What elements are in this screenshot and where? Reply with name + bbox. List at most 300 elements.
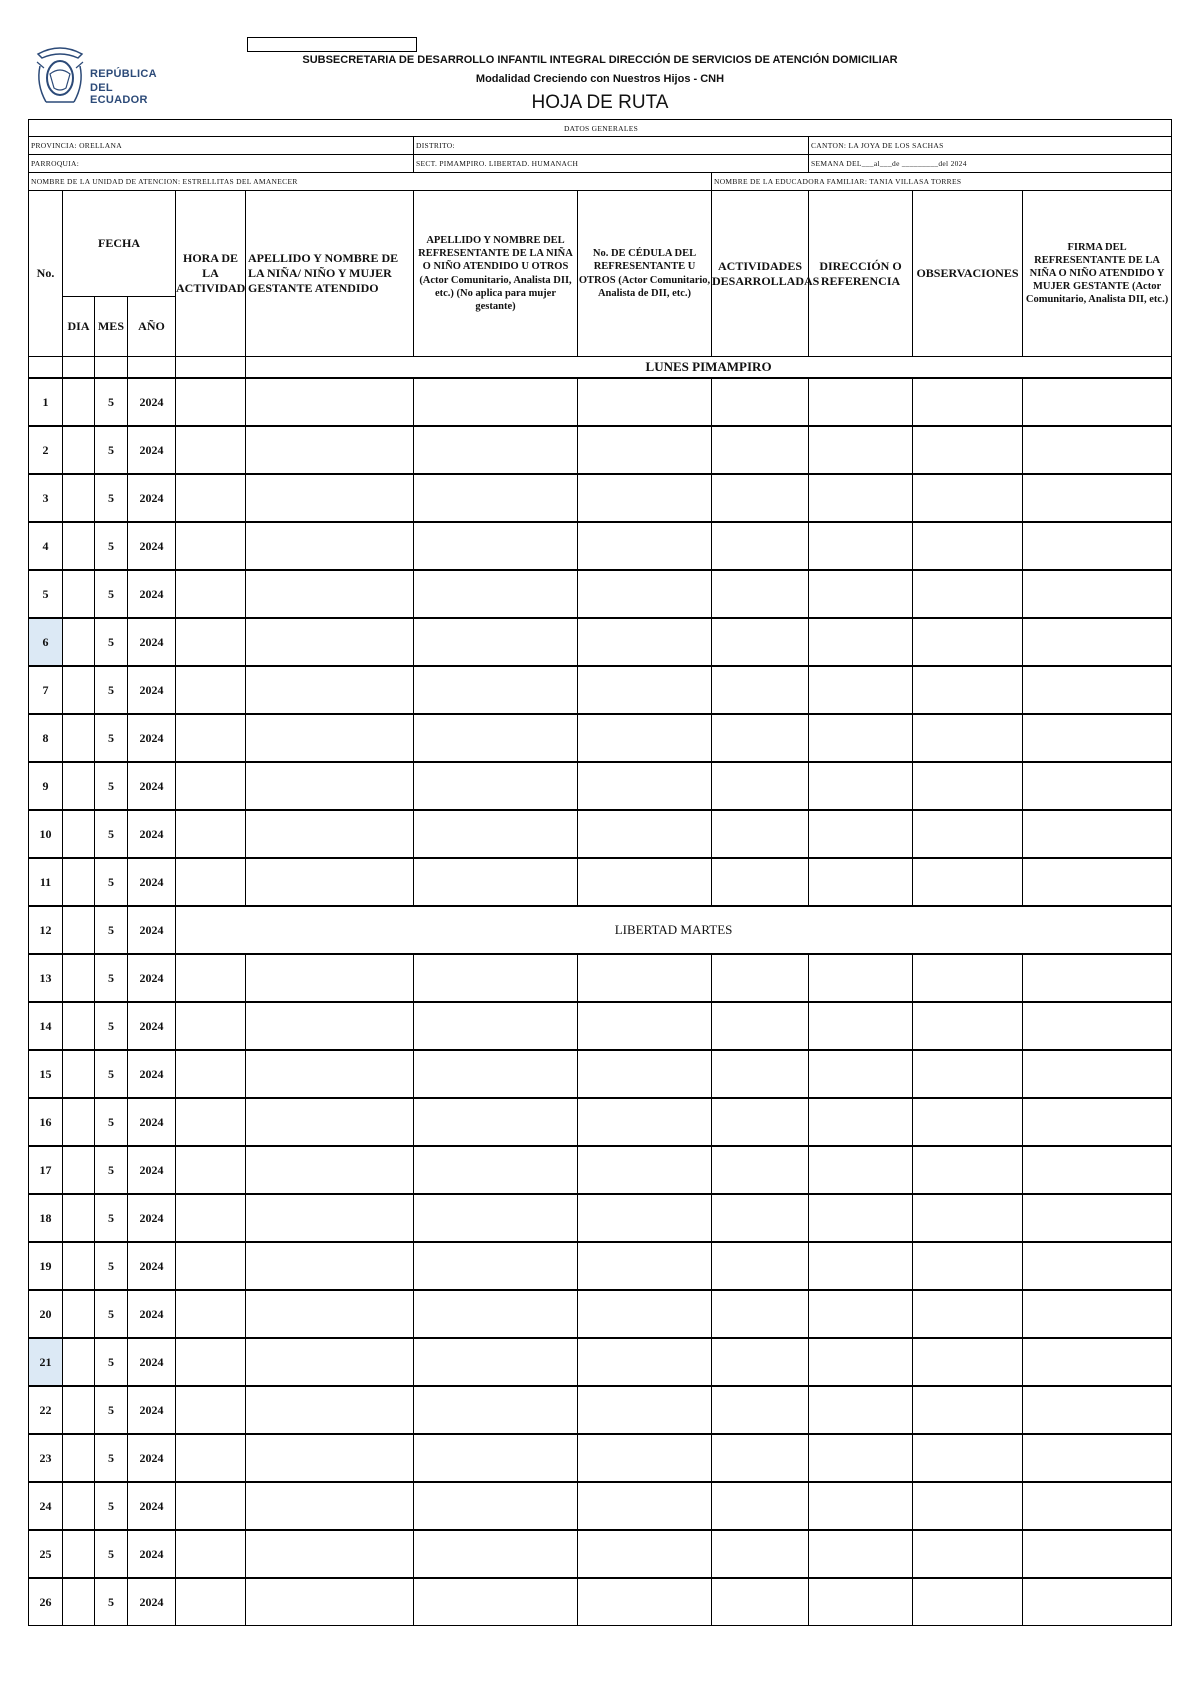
cell-representante[interactable] <box>414 474 578 522</box>
cell-nombre-nino[interactable] <box>246 1434 414 1482</box>
row-number: 22 <box>29 1386 63 1434</box>
cell-direccion[interactable] <box>809 1146 913 1194</box>
cell-direccion[interactable] <box>809 1098 913 1146</box>
cell-actividades[interactable] <box>712 618 809 666</box>
cell-representante[interactable] <box>414 1386 578 1434</box>
cell-dia[interactable] <box>63 714 95 762</box>
cell-actividades[interactable] <box>712 570 809 618</box>
cell-anio: 2024 <box>128 666 176 714</box>
cell-direccion[interactable] <box>809 618 913 666</box>
cell-observaciones[interactable] <box>913 1578 1023 1626</box>
cell-nombre-nino[interactable] <box>246 1386 414 1434</box>
table-row <box>29 762 1172 810</box>
cell-observaciones[interactable] <box>913 426 1023 474</box>
cell-mes: 5 <box>95 426 128 474</box>
cell-dia[interactable] <box>63 1434 95 1482</box>
table-row <box>29 378 1172 426</box>
cell-actividades[interactable] <box>712 954 809 1002</box>
cell-representante[interactable] <box>414 1290 578 1338</box>
cell-dia[interactable] <box>63 1146 95 1194</box>
cell-mes: 5 <box>95 1482 128 1530</box>
cell-firma[interactable] <box>1023 762 1172 810</box>
cell-firma[interactable] <box>1023 1386 1172 1434</box>
cell-mes: 5 <box>95 1242 128 1290</box>
col-header-fecha: FECHA <box>63 191 176 297</box>
semana-field[interactable]: SEMANA DEL___al___de _________del 2024 <box>809 155 1172 173</box>
table-row <box>29 1050 1172 1098</box>
cell-cedula[interactable] <box>578 378 712 426</box>
cell-mes: 5 <box>95 858 128 906</box>
cell-cedula[interactable] <box>578 1578 712 1626</box>
row-number: 7 <box>29 666 63 714</box>
cell-actividades[interactable] <box>712 810 809 858</box>
unidad-field[interactable]: NOMBRE DE LA UNIDAD DE ATENCION: ESTRELLITAS DEL AMANECER <box>29 173 712 191</box>
cell-dia[interactable] <box>63 378 95 426</box>
cell-dia[interactable] <box>63 522 95 570</box>
cell-anio: 2024 <box>128 810 176 858</box>
cell-mes: 5 <box>95 522 128 570</box>
table-row <box>29 858 1172 906</box>
cell-anio: 2024 <box>128 426 176 474</box>
cell-actividades[interactable] <box>712 1050 809 1098</box>
cell-dia[interactable] <box>63 762 95 810</box>
cell-nombre-nino[interactable] <box>246 1338 414 1386</box>
cell-actividades[interactable] <box>712 1434 809 1482</box>
cell-observaciones[interactable] <box>913 1434 1023 1482</box>
cell-representante[interactable] <box>414 1002 578 1050</box>
cell-cedula[interactable] <box>578 618 712 666</box>
cell-actividades[interactable] <box>712 1338 809 1386</box>
cell-direccion[interactable] <box>809 1050 913 1098</box>
cell-actividades[interactable] <box>712 1098 809 1146</box>
table-row <box>29 1434 1172 1482</box>
cell-cedula[interactable] <box>578 474 712 522</box>
cell-firma[interactable] <box>1023 618 1172 666</box>
cell-hora[interactable] <box>176 1290 246 1338</box>
row-number: 9 <box>29 762 63 810</box>
cell-dia[interactable] <box>63 1482 95 1530</box>
cell-representante[interactable] <box>414 810 578 858</box>
cell-actividades[interactable] <box>712 1482 809 1530</box>
row-number: 1 <box>29 378 63 426</box>
cell-direccion[interactable] <box>809 666 913 714</box>
cell-firma[interactable] <box>1023 714 1172 762</box>
cell-nombre-nino[interactable] <box>246 570 414 618</box>
cell-observaciones[interactable] <box>913 618 1023 666</box>
cell-observaciones[interactable] <box>913 762 1023 810</box>
table-row <box>29 954 1172 1002</box>
cell-actividades[interactable] <box>712 1146 809 1194</box>
cell-nombre-nino[interactable] <box>246 522 414 570</box>
datos-generales-heading: DATOS GENERALES <box>29 120 1172 137</box>
cell-firma[interactable] <box>1023 1146 1172 1194</box>
cell-anio: 2024 <box>128 1530 176 1578</box>
cell-hora[interactable] <box>176 1338 246 1386</box>
cell-cedula[interactable] <box>578 1194 712 1242</box>
cell-observaciones[interactable] <box>913 858 1023 906</box>
cell-representante[interactable] <box>414 378 578 426</box>
cell-dia[interactable] <box>63 570 95 618</box>
cell-firma[interactable] <box>1023 1050 1172 1098</box>
cell-cedula[interactable] <box>578 1242 712 1290</box>
cell-representante[interactable] <box>414 1530 578 1578</box>
cell-nombre-nino[interactable] <box>246 1530 414 1578</box>
cell-direccion[interactable] <box>809 426 913 474</box>
cell-direccion[interactable] <box>809 570 913 618</box>
cell-direccion[interactable] <box>809 378 913 426</box>
cell-firma[interactable] <box>1023 1338 1172 1386</box>
cell-observaciones[interactable] <box>913 570 1023 618</box>
cell-representante[interactable] <box>414 666 578 714</box>
cell-anio: 2024 <box>128 1194 176 1242</box>
cell-hora[interactable] <box>176 810 246 858</box>
row-number: 24 <box>29 1482 63 1530</box>
logo-text-republica: REPÚBLICA <box>90 68 157 80</box>
cell-representante[interactable] <box>414 618 578 666</box>
cell-observaciones[interactable] <box>913 1050 1023 1098</box>
cell-actividades[interactable] <box>712 1242 809 1290</box>
cell-direccion[interactable] <box>809 474 913 522</box>
table-row <box>29 1482 1172 1530</box>
cell-anio: 2024 <box>128 522 176 570</box>
cell-observaciones[interactable] <box>913 1002 1023 1050</box>
cell-representante[interactable] <box>414 762 578 810</box>
table-row <box>29 618 1172 666</box>
cell-mes: 5 <box>95 474 128 522</box>
cell-direccion[interactable] <box>809 1002 913 1050</box>
cell-firma[interactable] <box>1023 1290 1172 1338</box>
cell-hora[interactable] <box>176 474 246 522</box>
cell-direccion[interactable] <box>809 1194 913 1242</box>
cell-dia[interactable] <box>63 1242 95 1290</box>
cell-hora[interactable] <box>176 1194 246 1242</box>
cell-cedula[interactable] <box>578 954 712 1002</box>
row-number: 17 <box>29 1146 63 1194</box>
cell-cedula[interactable] <box>578 1386 712 1434</box>
cell-direccion[interactable] <box>809 1530 913 1578</box>
cell-hora[interactable] <box>176 1578 246 1626</box>
educadora-field[interactable]: NOMBRE DE LA EDUCADORA FAMILIAR: TANIA VILLASA TORRES <box>712 173 1172 191</box>
cell-direccion[interactable] <box>809 1386 913 1434</box>
cell-observaciones[interactable] <box>913 1530 1023 1578</box>
cell-observaciones[interactable] <box>913 954 1023 1002</box>
cell-actividades[interactable] <box>712 1578 809 1626</box>
cell-anio: 2024 <box>128 954 176 1002</box>
provincia-field[interactable]: PROVINCIA: ORELLANA <box>29 137 414 155</box>
cell-firma[interactable] <box>1023 1578 1172 1626</box>
cell-anio: 2024 <box>128 1386 176 1434</box>
cell-actividades[interactable] <box>712 522 809 570</box>
cell-anio: 2024 <box>128 1482 176 1530</box>
cell-cedula[interactable] <box>578 1482 712 1530</box>
cell-actividades[interactable] <box>712 1002 809 1050</box>
cell-nombre-nino[interactable] <box>246 1146 414 1194</box>
section-label-martes: LIBERTAD MARTES <box>176 906 1172 954</box>
cell-hora[interactable] <box>176 1146 246 1194</box>
cell-representante[interactable] <box>414 1242 578 1290</box>
cell-firma[interactable] <box>1023 570 1172 618</box>
cell-representante[interactable] <box>414 1146 578 1194</box>
cell-actividades[interactable] <box>712 858 809 906</box>
cell-dia[interactable] <box>63 1578 95 1626</box>
cell-nombre-nino[interactable] <box>246 1578 414 1626</box>
cell-hora[interactable] <box>176 378 246 426</box>
table-row <box>29 906 1172 954</box>
cell-hora[interactable] <box>176 1098 246 1146</box>
cell-dia[interactable] <box>63 426 95 474</box>
cell-representante[interactable] <box>414 1098 578 1146</box>
cell-firma[interactable] <box>1023 1098 1172 1146</box>
cell-dia[interactable] <box>63 618 95 666</box>
cell-direccion[interactable] <box>809 714 913 762</box>
cell-nombre-nino[interactable] <box>246 1290 414 1338</box>
canton-field[interactable]: CANTON: LA JOYA DE LOS SACHAS <box>809 137 1172 155</box>
cell-cedula[interactable] <box>578 1338 712 1386</box>
parroquia-field[interactable]: PARROQUIA: <box>29 155 414 173</box>
cell-observaciones[interactable] <box>913 714 1023 762</box>
cell-firma[interactable] <box>1023 378 1172 426</box>
row-number: 14 <box>29 1002 63 1050</box>
cell-dia[interactable] <box>63 954 95 1002</box>
cell-nombre-nino[interactable] <box>246 858 414 906</box>
cell-dia[interactable] <box>63 1386 95 1434</box>
cell-representante[interactable] <box>414 570 578 618</box>
cell-nombre-nino[interactable] <box>246 1050 414 1098</box>
table-row <box>29 1530 1172 1578</box>
cell-actividades[interactable] <box>712 474 809 522</box>
cell-hora[interactable] <box>176 666 246 714</box>
cell-nombre-nino[interactable] <box>246 666 414 714</box>
cell-nombre-nino[interactable] <box>246 714 414 762</box>
cell-cedula[interactable] <box>578 1146 712 1194</box>
cell-nombre-nino[interactable] <box>246 1482 414 1530</box>
cell-actividades[interactable] <box>712 378 809 426</box>
cell-nombre-nino[interactable] <box>246 1194 414 1242</box>
table-row <box>29 1098 1172 1146</box>
cell-direccion[interactable] <box>809 954 913 1002</box>
cell-dia[interactable] <box>63 666 95 714</box>
cell-representante[interactable] <box>414 1434 578 1482</box>
cell-observaciones[interactable] <box>913 1386 1023 1434</box>
cell-mes: 5 <box>95 618 128 666</box>
cell-hora[interactable] <box>176 1050 246 1098</box>
cell-firma[interactable] <box>1023 426 1172 474</box>
cell-nombre-nino[interactable] <box>246 426 414 474</box>
cell-direccion[interactable] <box>809 1434 913 1482</box>
cell-firma[interactable] <box>1023 1530 1172 1578</box>
cell-nombre-nino[interactable] <box>246 954 414 1002</box>
cell-hora[interactable] <box>176 570 246 618</box>
cell-hora[interactable] <box>176 522 246 570</box>
cell-dia[interactable] <box>63 858 95 906</box>
cell-firma[interactable] <box>1023 474 1172 522</box>
cell-representante[interactable] <box>414 1338 578 1386</box>
cell-firma[interactable] <box>1023 1482 1172 1530</box>
cell-nombre-nino[interactable] <box>246 1098 414 1146</box>
cell-representante[interactable] <box>414 1482 578 1530</box>
cell-dia[interactable] <box>63 906 95 954</box>
cell-cedula[interactable] <box>578 666 712 714</box>
modalidad-heading: Modalidad Creciendo con Nuestros Hijos - CNH <box>475 73 725 85</box>
cell-hora[interactable] <box>176 426 246 474</box>
coat-of-arms-icon <box>32 44 88 112</box>
cell-hora[interactable] <box>176 1482 246 1530</box>
cell-cedula[interactable] <box>578 1098 712 1146</box>
cell-firma[interactable] <box>1023 954 1172 1002</box>
cell-observaciones[interactable] <box>913 1194 1023 1242</box>
cell-firma[interactable] <box>1023 810 1172 858</box>
row-number: 16 <box>29 1098 63 1146</box>
cell-nombre-nino[interactable] <box>246 1242 414 1290</box>
cell-firma[interactable] <box>1023 522 1172 570</box>
cell-observaciones[interactable] <box>913 378 1023 426</box>
cell-hora[interactable] <box>176 954 246 1002</box>
cell-hora[interactable] <box>176 714 246 762</box>
cell-cedula[interactable] <box>578 714 712 762</box>
cell-firma[interactable] <box>1023 666 1172 714</box>
cell-direccion[interactable] <box>809 1242 913 1290</box>
cell-anio: 2024 <box>128 1578 176 1626</box>
cell-cedula[interactable] <box>578 1050 712 1098</box>
cell-hora[interactable] <box>176 1002 246 1050</box>
cell-nombre-nino[interactable] <box>246 1002 414 1050</box>
cell-nombre-nino[interactable] <box>246 378 414 426</box>
col-header-direccion: DIRECCIÓN O REFERENCIA <box>809 191 913 357</box>
cell-representante[interactable] <box>414 714 578 762</box>
cell-observaciones[interactable] <box>913 1290 1023 1338</box>
cell-actividades[interactable] <box>712 762 809 810</box>
cell-representante[interactable] <box>414 954 578 1002</box>
cell-cedula[interactable] <box>578 570 712 618</box>
cell-cedula[interactable] <box>578 522 712 570</box>
header-blank-box <box>247 37 417 52</box>
cell-representante[interactable] <box>414 1194 578 1242</box>
cell-mes: 5 <box>95 762 128 810</box>
cell-hora[interactable] <box>176 858 246 906</box>
cell-direccion[interactable] <box>809 1578 913 1626</box>
cell-hora[interactable] <box>176 1386 246 1434</box>
table-row <box>29 474 1172 522</box>
table-row <box>29 1002 1172 1050</box>
cell-observaciones[interactable] <box>913 1146 1023 1194</box>
cell-cedula[interactable] <box>578 426 712 474</box>
cell-firma[interactable] <box>1023 1002 1172 1050</box>
cell-mes: 5 <box>95 378 128 426</box>
col-header-hora: HORA DE LA ACTIVIDAD <box>176 191 246 357</box>
cell-actividades[interactable] <box>712 1386 809 1434</box>
cell-anio: 2024 <box>128 1002 176 1050</box>
cell-representante[interactable] <box>414 1578 578 1626</box>
cell-observaciones[interactable] <box>913 474 1023 522</box>
cell-anio: 2024 <box>128 474 176 522</box>
col-header-mes: MES <box>95 297 128 357</box>
cell-dia[interactable] <box>63 810 95 858</box>
row-number: 23 <box>29 1434 63 1482</box>
cell-actividades[interactable] <box>712 1290 809 1338</box>
cell-actividades[interactable] <box>712 1530 809 1578</box>
cell-hora[interactable] <box>176 618 246 666</box>
cell-direccion[interactable] <box>809 858 913 906</box>
cell-mes: 5 <box>95 1290 128 1338</box>
cell-direccion[interactable] <box>809 762 913 810</box>
cell-representante[interactable] <box>414 858 578 906</box>
cell-firma[interactable] <box>1023 858 1172 906</box>
cell-dia[interactable] <box>63 1530 95 1578</box>
cell-cedula[interactable] <box>578 1434 712 1482</box>
cell-direccion[interactable] <box>809 1338 913 1386</box>
sector-field[interactable]: SECT. PIMAMPIRO. LIBERTAD. HUMANACH <box>414 155 809 173</box>
cell-observaciones[interactable] <box>913 1338 1023 1386</box>
cell-actividades[interactable] <box>712 714 809 762</box>
cell-nombre-nino[interactable] <box>246 474 414 522</box>
cell-observaciones[interactable] <box>913 1242 1023 1290</box>
cell-actividades[interactable] <box>712 1194 809 1242</box>
col-header-actividades: ACTIVIDADES DESARROLLADAS <box>712 191 809 357</box>
cell-cedula[interactable] <box>578 810 712 858</box>
cell-observaciones[interactable] <box>913 1098 1023 1146</box>
cell-actividades[interactable] <box>712 426 809 474</box>
cell-observaciones[interactable] <box>913 522 1023 570</box>
cell-direccion[interactable] <box>809 1482 913 1530</box>
cell-dia[interactable] <box>63 1338 95 1386</box>
cell-hora[interactable] <box>176 1434 246 1482</box>
table-row <box>29 522 1172 570</box>
cell-anio: 2024 <box>128 1146 176 1194</box>
cell-nombre-nino[interactable] <box>246 762 414 810</box>
table-row <box>29 570 1172 618</box>
cell-dia[interactable] <box>63 1098 95 1146</box>
cell-dia[interactable] <box>63 474 95 522</box>
cell-dia[interactable] <box>63 1002 95 1050</box>
cell-cedula[interactable] <box>578 762 712 810</box>
cell-dia[interactable] <box>63 1290 95 1338</box>
cell-observaciones[interactable] <box>913 810 1023 858</box>
ecuador-logo <box>32 44 162 114</box>
cell-mes: 5 <box>95 810 128 858</box>
cell-cedula[interactable] <box>578 1002 712 1050</box>
cell-mes: 5 <box>95 1098 128 1146</box>
cell-direccion[interactable] <box>809 1290 913 1338</box>
cell-nombre-nino[interactable] <box>246 618 414 666</box>
cell-cedula[interactable] <box>578 858 712 906</box>
cell-actividades[interactable] <box>712 666 809 714</box>
cell-firma[interactable] <box>1023 1242 1172 1290</box>
cell-cedula[interactable] <box>578 1290 712 1338</box>
cell-hora[interactable] <box>176 1530 246 1578</box>
cell-nombre-nino[interactable] <box>246 810 414 858</box>
cell-hora[interactable] <box>176 1242 246 1290</box>
row-number: 11 <box>29 858 63 906</box>
cell-hora[interactable] <box>176 762 246 810</box>
cell-representante[interactable] <box>414 426 578 474</box>
cell-observaciones[interactable] <box>913 666 1023 714</box>
route-sheet-table <box>28 119 1172 1626</box>
row-number: 25 <box>29 1530 63 1578</box>
cell-anio: 2024 <box>128 906 176 954</box>
cell-dia[interactable] <box>63 1050 95 1098</box>
cell-firma[interactable] <box>1023 1434 1172 1482</box>
cell-observaciones[interactable] <box>913 1482 1023 1530</box>
cell-dia[interactable] <box>63 1194 95 1242</box>
distrito-field[interactable]: DISTRITO: <box>414 137 809 155</box>
cell-firma[interactable] <box>1023 1194 1172 1242</box>
cell-representante[interactable] <box>414 522 578 570</box>
cell-direccion[interactable] <box>809 810 913 858</box>
cell-anio: 2024 <box>128 1290 176 1338</box>
cell-representante[interactable] <box>414 1050 578 1098</box>
cell-cedula[interactable] <box>578 1530 712 1578</box>
cell-direccion[interactable] <box>809 522 913 570</box>
